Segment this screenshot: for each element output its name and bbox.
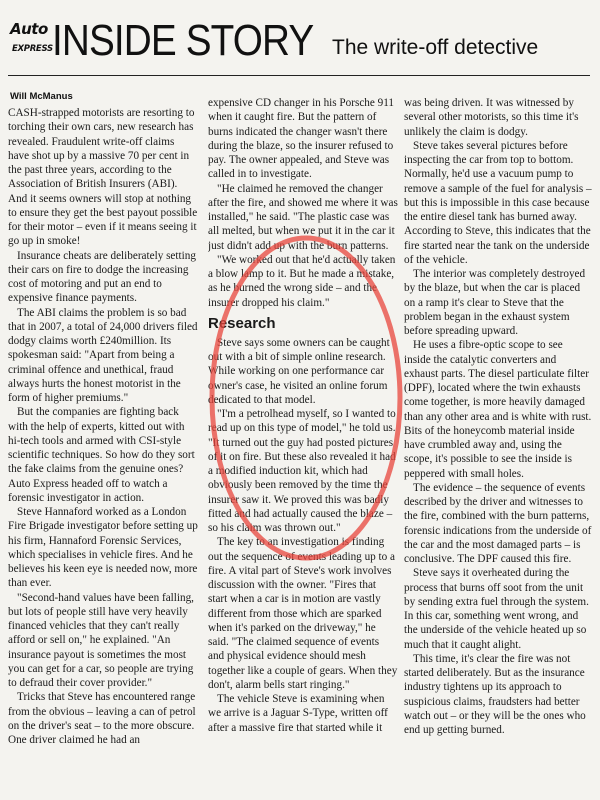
logo-word-express: EXPRESS (12, 44, 53, 54)
section-headline: INSIDE STORY (52, 16, 314, 65)
subheading: Research (208, 314, 276, 332)
header-rule (8, 75, 590, 76)
paragraph: "We worked out that he'd actually taken a blow lamp to it. But he made a mistake, as he burned the wrong side – and the insurer dropped his claim." (208, 253, 396, 309)
text-column-3 (404, 96, 592, 786)
paragraph: "He claimed he removed the changer after the fire, and showed me where it was installed," he said. "The plastic case was all melted, but when we put it in the car it just didn't add up with the burn patterns. (208, 182, 398, 252)
logo-word-auto: Auto (10, 20, 48, 38)
paragraph: Insurance cheats are deliberately setting their cars on fire to dodge the increasing cost of motoring and put an end to expensive finance payments. (8, 249, 196, 305)
paragraph: Steve says it overheated during the process that burns off soot from the unit by sending extra fuel through the system. In this car, something went wrong, and the underside of the vehicle heated up so much that it caught alight. (404, 567, 589, 651)
byline: Will McManus (10, 91, 73, 102)
paragraph: The ABI claims the problem is so bad that in 2007, a total of 24,000 drivers filed dodgy claims worth £240million. Its spokesman said: "Apart from being a criminal offence and unethical, fraud always hurts the honest motorist in the form of higher premiums." (8, 306, 198, 404)
paragraph: "Second-hand values have been falling, but lots of people still have very heavily financed vehicles that they can't really afford or sell on," he explained. "An insurance payout is sometimes the most you can get for a car, so people are trying to defraud their cover provider." (8, 591, 194, 689)
paragraph: CASH-strapped motorists are resorting to torching their own cars, new research has revealed. Fraudulent write-off claims have shot up by a massive 70 per cent in the past three years, according to the Association of British Insurers (ABI). And it seems owners will stop at nothing to ensure they get the best payout possible for their motor – even if it means seeing it go up in smoke! (8, 107, 198, 248)
paragraph: The evidence – the sequence of events described by the driver and witnesses to the fire, combined with the burn patterns, forensic indications from the underside of the car and the most damaged parts – is conclusive. The DPF caused this fire. (404, 481, 592, 565)
paragraph: Steve takes several pictures before inspecting the car from top to bottom. Normally, he'd use a vacuum pump to remove a sample of the fuel for analysis – but this is impossible in this case because the entire diesel tank has burned away. According to Steve, this indicates that the fire started near the tank on the underside of the vehicle. (404, 139, 592, 266)
paragraph: Steve Hannaford worked as a London Fire Brigade investigator before setting up his firm, Hannaford Forensic Services, which specialises in vehicle fires. And he believes his keen eye is needed now, more than ever. (8, 506, 198, 590)
paragraph: The interior was completely destroyed by the blaze, but when the car is placed on a ramp it's clear to Steve that the problem began in the exhaust system before spreading upward. (404, 268, 586, 337)
paragraph: "I'm a petrolhead myself, so I wanted to read up on this type of model," he told us. "It turned out the guy had posted pictures of it on fire. But these also revealed it had a modified induction kit, which had obviously been removed by the time the insurer saw it. We proved this was badly fitted and had actually caused the blaze – so his claim was thrown out." (208, 408, 396, 534)
paragraph: Tricks that Steve has encountered range from the obvious – leaving a can of petrol on the driver's seat – to the more obscure. One driver claimed he had an (8, 691, 196, 746)
article-subhead: The write-off detective (332, 36, 539, 59)
paragraph: expensive CD changer in his Porsche 911 when it caught fire. But the pattern of burns indicated the changer wasn't there during the blaze, so the insurer refused to pay. The owner appealed, and Steve was called in to investigate. (208, 97, 395, 181)
paragraph: was being driven. It was witnessed by several other motorists, so this time it's unlikely the claim is dodgy. (404, 97, 579, 138)
paragraph: The vehicle Steve is examining when we arrive is a Jaguar S-Type, written off after a massive fire that started while it (208, 693, 388, 734)
paragraph: Steve says some owners can be caught out with a bit of simple online research. While working on one performance car owner's case, he visited an online forum dedicated to that model. (208, 336, 390, 406)
text-column-1 (8, 106, 198, 796)
paragraph: But the companies are fighting back with the help of experts, kitted out with hi-tech tools and armed with CSI-style scientific techniques. So how do they sort the fake claims from the genuine ones? Auto Express headed off to watch a forensic investigator in action. (8, 406, 195, 504)
paragraph: He uses a fibre-optic scope to see inside the catalytic converters and exhaust parts. The diesel particulate filter (DPF), located where the twin exhausts come together, is more heavily damaged than any other area and is white with rust. Bits of the honeycomb material inside have crumbled away and, using the scope, it's possible to see the inside is peppered with small holes. (404, 339, 592, 480)
paragraph: This time, it's clear the fire was not started deliberately. But as the insurance industry tightens up its approach to suspicious claims, fraudsters had better watch out – or they will be the ones who end up getting burned. (404, 652, 586, 736)
auto-express-logo (10, 18, 53, 62)
text-column-2 (208, 96, 398, 786)
paragraph: The key to an investigation is finding out the sequence of events leading up to a fire. A vital part of Steve's work involves discussion with the owner. "Fires that start when a car is in motion are vastly different from those which are sparked when it's parked on the driveway," he said. "The claimed sequence of events and physical evidence should mesh together like a couple of gears. When they don't, alarm bells start ringing." (208, 536, 398, 691)
